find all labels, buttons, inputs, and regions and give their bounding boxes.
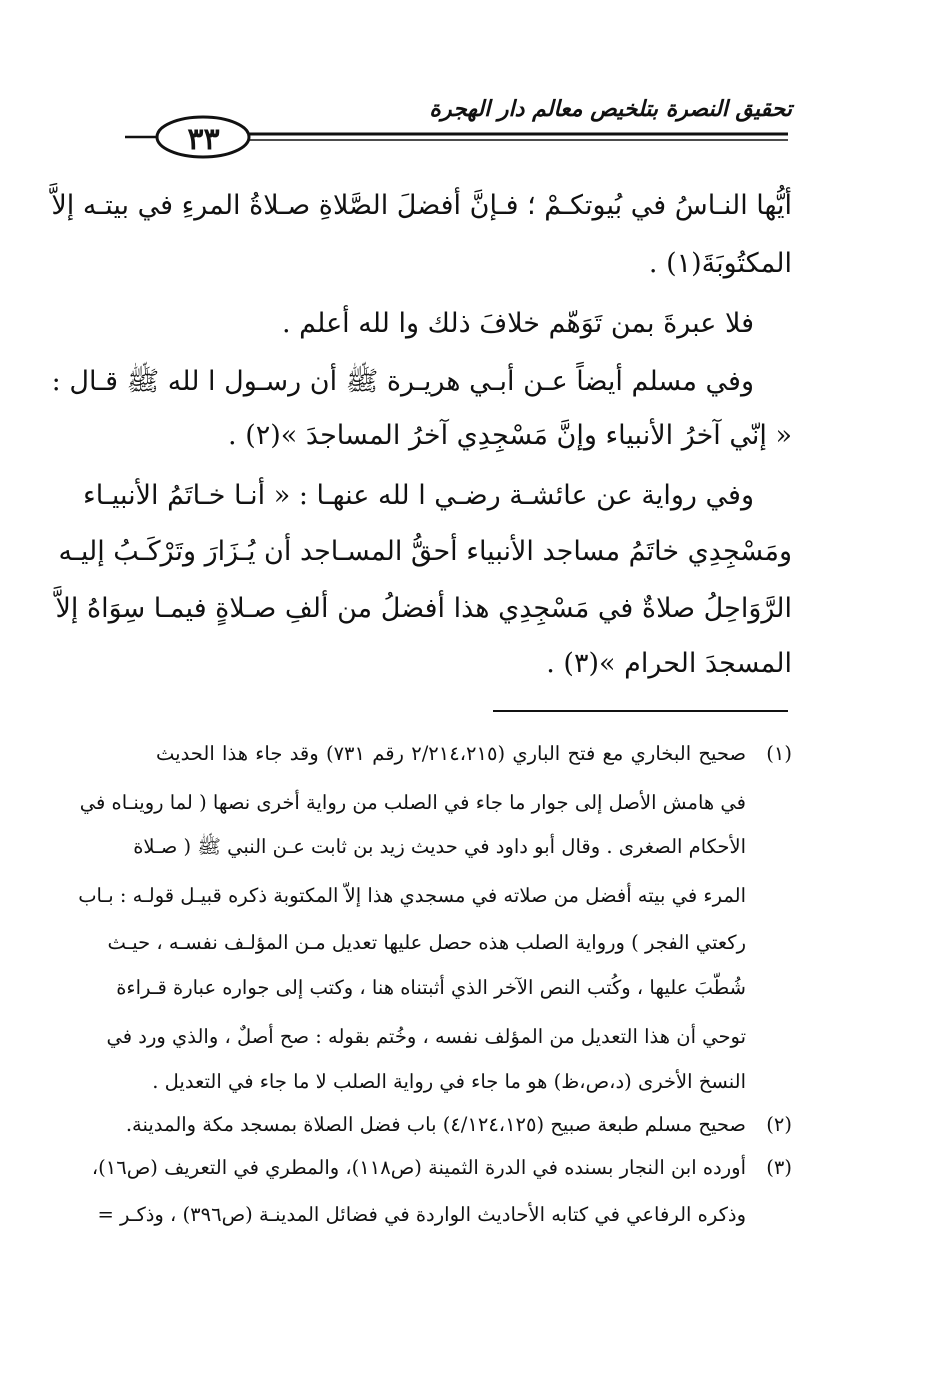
body-line-5: « إنّي آخرُ الأنبياء وإنَّ مَسْجِدِي آخرُ المساجدَ »(٢) . bbox=[228, 420, 792, 451]
footnote-3-line-2: وذكره الرفاعي في كتابه الأحاديث الواردة في فضائل المدينـة (ص٣٩٦) ، وذكـر = bbox=[97, 1203, 746, 1226]
body-line-9: المسجدَ الحرام »(٣) . bbox=[546, 648, 792, 679]
footnote-1-line-1: صحيح البخاري مع فتح الباري (٢/٢١٤،٢١٥ رقم ٧٣١) وقد جاء هذا الحديث bbox=[156, 742, 747, 765]
body-line-7: ومَسْجِدِي خاتَمُ مساجد الأنبياء أحقُّ المسـاجد أن يُـزَارَ وتَرْكَـبُ إليـه bbox=[58, 536, 792, 567]
body-line-8: الرَّوَاحِلُ صلاةٌ في مَسْجِدِي هذا أفضلُ من ألفِ صـلاةٍ فيمـا سِوَاهُ إلاَّ bbox=[55, 593, 792, 624]
footnote-1-line-2: في هامش الأصل إلى جوار ما جاء في الصلب من رواية أخرى نصها ( لما روينـاه في bbox=[79, 791, 746, 814]
footnote-3-line-1: أورده ابن النجار بسنده في الدرة الثمينة (ص١١٨)، والمطري في التعريف (ص١٦)، bbox=[91, 1156, 746, 1179]
body-line-2: المكتُوبَةَ(١) . bbox=[648, 248, 792, 279]
footnote-number-1: (١) bbox=[766, 742, 792, 765]
body-line-4: وفي مسلم أيضاً عـن أبـي هريـرة ﷺ أن رسـول ا لله ﷺ قـال : bbox=[51, 366, 754, 397]
footnote-1-line-5: ركعتي الفجر ) ورواية الصلب هذه حصل عليها تعديل مـن المؤلـف نفسـه ، حيـث bbox=[107, 931, 746, 954]
footnote-number-3: (٣) bbox=[766, 1156, 792, 1179]
body-line-6: وفي رواية عن عائشـة رضـي ا لله عنهـا : « أنـا خـاتَمُ الأنبيـاء bbox=[83, 480, 754, 511]
footnote-separator bbox=[493, 710, 788, 712]
footnote-1-line-3: الأحكام الصغرى . وقال أبو داود في حديث زيد بن ثابت عـن النبي ﷺ ( صـلاة bbox=[133, 835, 746, 858]
page-number: ٣٣ bbox=[187, 122, 220, 157]
footnote-1-line-4: المرء في بيته أفضل من صلاته في مسجدي هذا إلاّ المكتوبة ذكره قبيـل قولـه : بـاب bbox=[78, 884, 746, 907]
body-line-1: أيُّها النـاسُ في بُيوتكـمْ ؛ فـإنَّ أفضلَ الصَّلاةِ صـلاةُ المرءِ في بيتـه إلاَّ bbox=[51, 190, 792, 221]
footnote-2-line-1: صحيح مسلم طبعة صبيح (٤/١٢٤،١٢٥) باب فضل الصلاة بمسجد مكة والمدينة. bbox=[125, 1113, 746, 1136]
running-title: تحقيق النصرة بتلخيص معالم دار الهجرة bbox=[429, 96, 792, 122]
footnote-number-2: (٢) bbox=[766, 1113, 792, 1136]
body-line-3: فلا عبرةَ بمن تَوَهّم خلافَ ذلك وا لله أعلم . bbox=[282, 308, 754, 339]
footnote-1-line-6: شُطّبَ عليها ، وكُتب النص الآخر الذي أثبتناه هنا ، وكتب إلى جواره عبارة قـراءة bbox=[116, 976, 746, 999]
footnote-1-line-7: توحي أن هذا التعديل من المؤلف نفسه ، وخُتم بقوله : صح أصلٌ ، والذي ورد في bbox=[106, 1025, 746, 1048]
footnote-1-line-8: النسخ الأخرى (د،ص،ظ) هو ما جاء في رواية الصلب لا ما جاء في التعديل . bbox=[152, 1070, 746, 1093]
